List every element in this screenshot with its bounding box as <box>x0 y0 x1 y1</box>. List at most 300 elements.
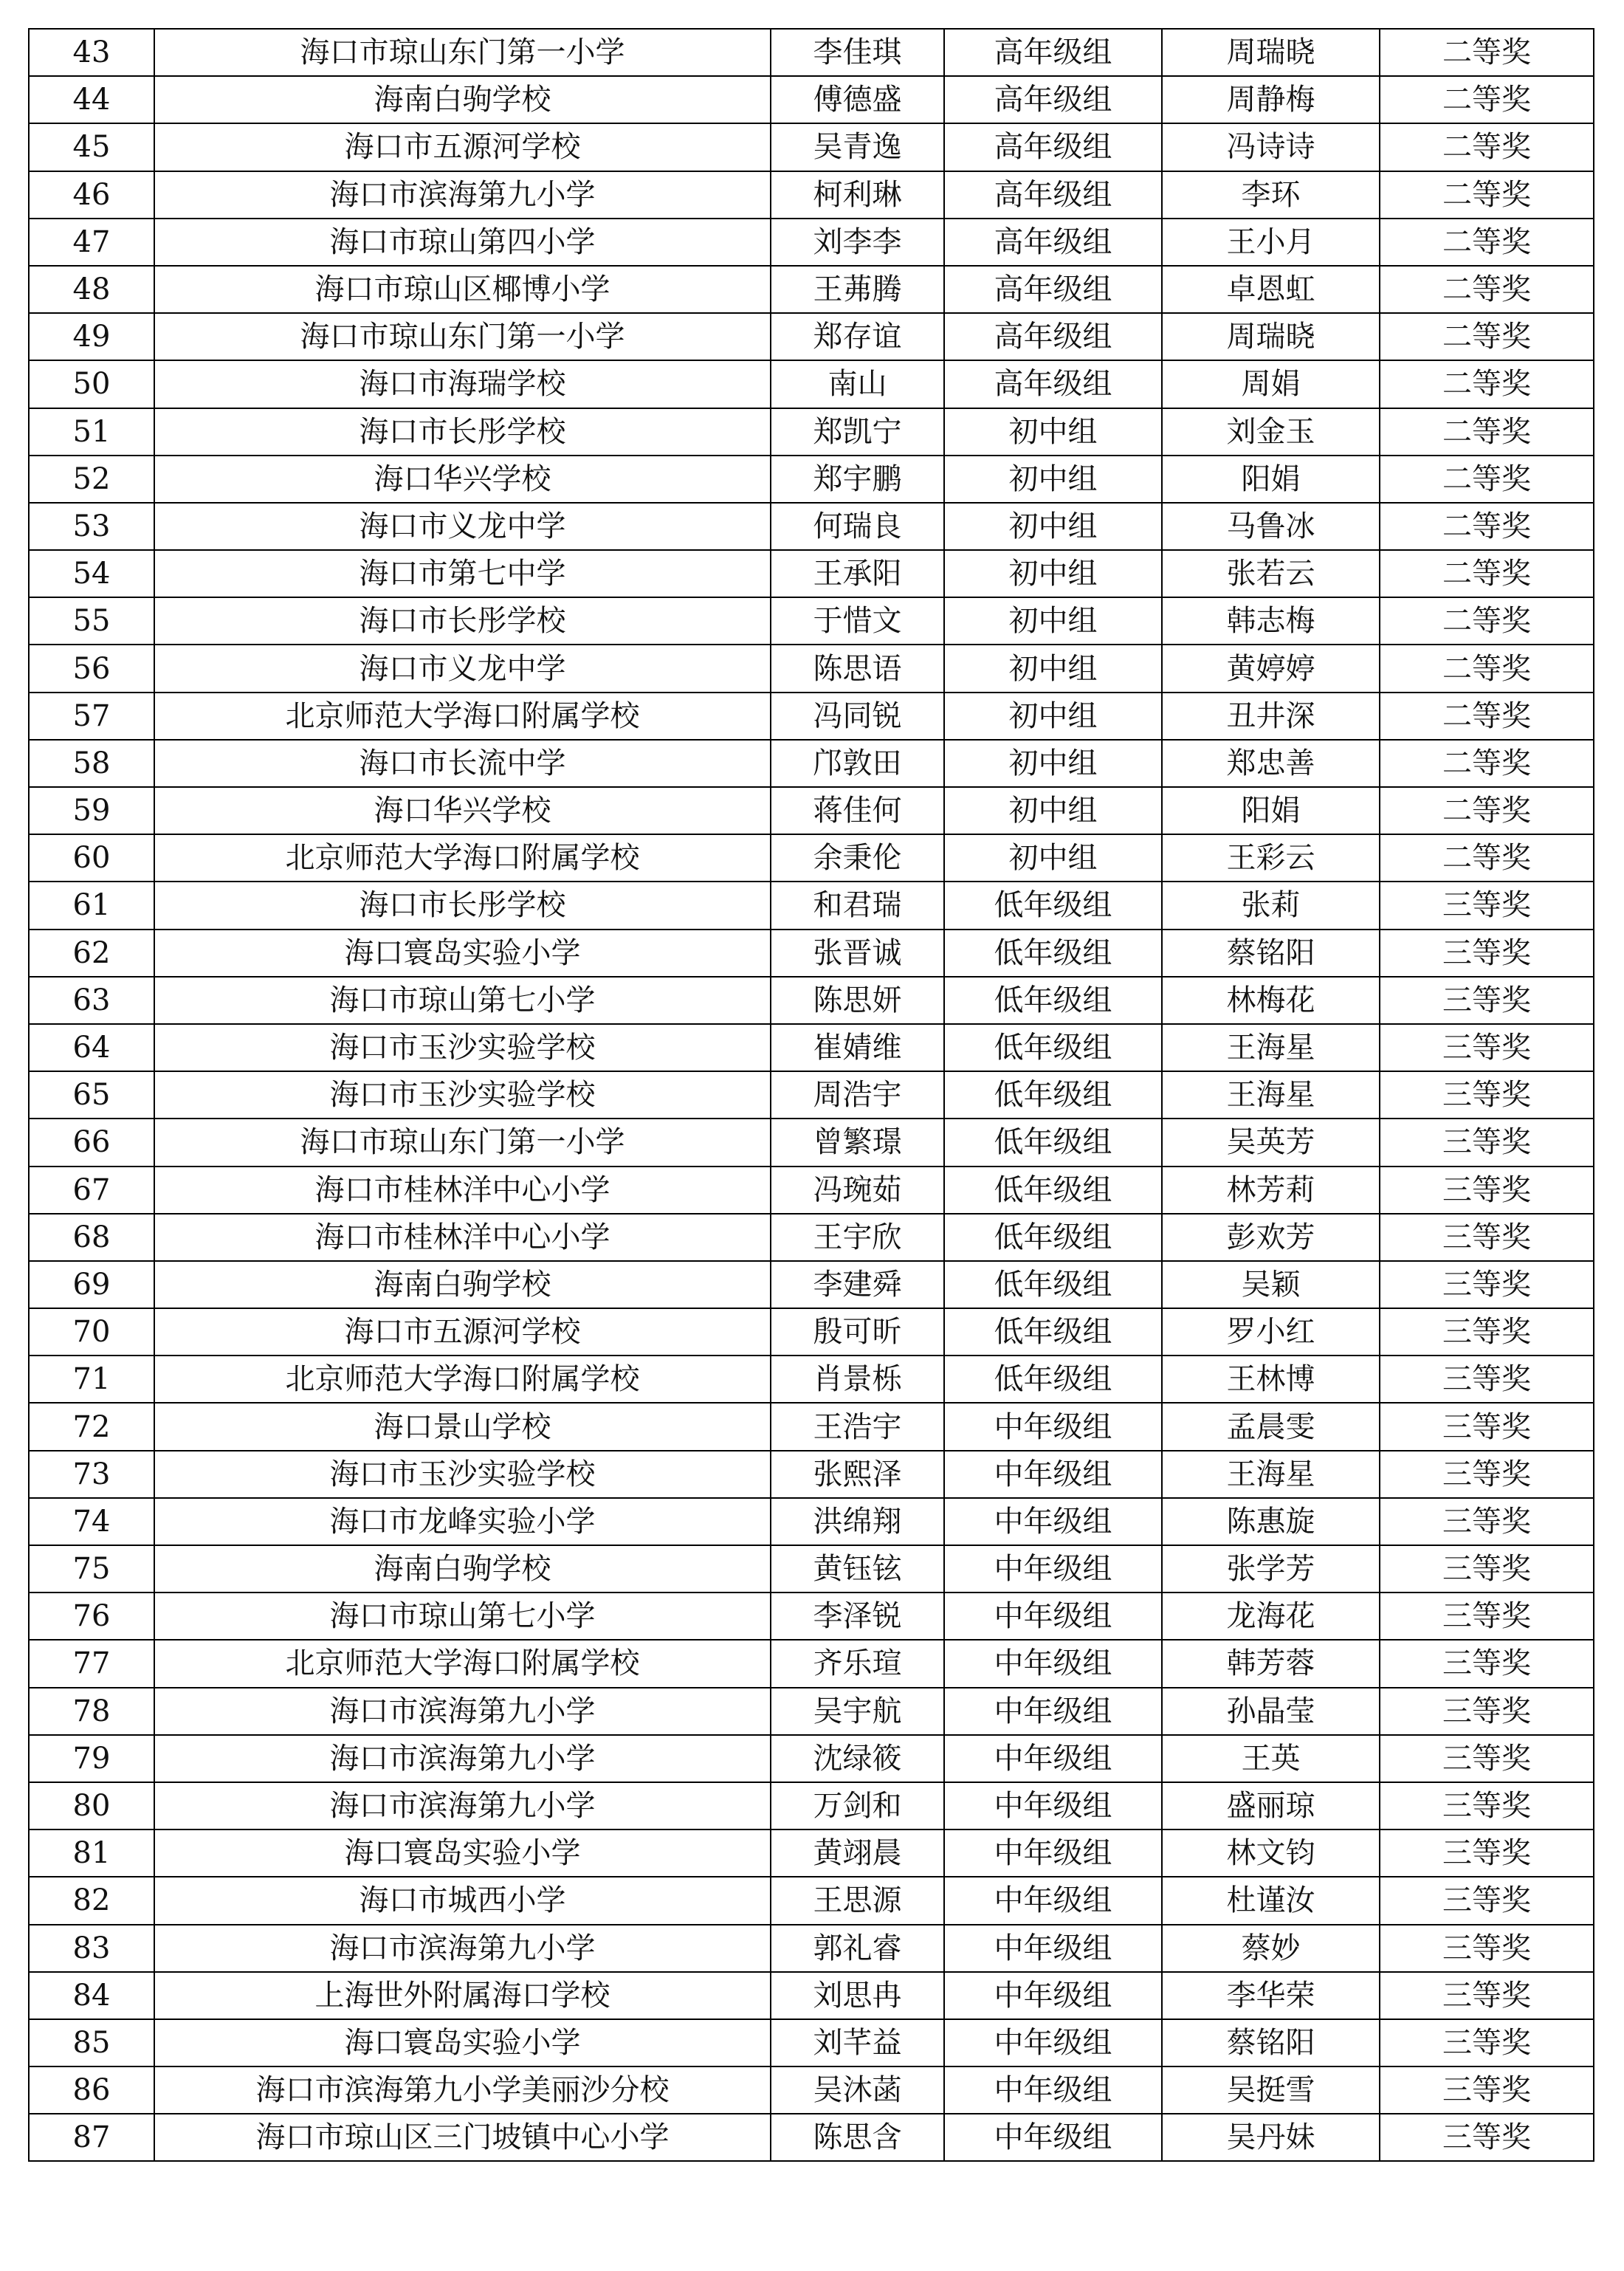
student-name-cell: 张晋诚 <box>771 930 944 977</box>
teacher-cell: 卓恩虹 <box>1162 266 1380 313</box>
school-cell: 海口市长流中学 <box>154 740 771 787</box>
table-row <box>29 787 1594 834</box>
student-name-cell: 洪绵翔 <box>771 1498 944 1545</box>
student-name-cell: 郑存谊 <box>771 313 944 360</box>
award-cell: 二等奖 <box>1380 313 1594 360</box>
serial-number-cell: 63 <box>29 977 154 1024</box>
student-name-cell: 万剑和 <box>771 1782 944 1829</box>
group-cell: 低年级组 <box>944 977 1162 1024</box>
table-row <box>29 1214 1594 1261</box>
school-cell: 海口市琼山第四小学 <box>154 219 771 266</box>
table-row <box>29 1167 1594 1214</box>
group-cell: 初中组 <box>944 740 1162 787</box>
award-cell: 二等奖 <box>1380 693 1594 740</box>
school-cell: 海口市琼山东门第一小学 <box>154 1119 771 1166</box>
student-name-cell: 于惜文 <box>771 597 944 645</box>
table-row <box>29 1498 1594 1545</box>
school-cell: 海口市琼山第七小学 <box>154 977 771 1024</box>
school-cell: 海口寰岛实验小学 <box>154 2019 771 2066</box>
serial-number-cell: 68 <box>29 1214 154 1261</box>
serial-number-cell: 61 <box>29 882 154 929</box>
award-cell: 三等奖 <box>1380 1024 1594 1071</box>
group-cell: 初中组 <box>944 597 1162 645</box>
table-row <box>29 1640 1594 1687</box>
table-row <box>29 313 1594 360</box>
award-cell: 三等奖 <box>1380 2066 1594 2114</box>
teacher-cell: 李华荣 <box>1162 1972 1380 2019</box>
school-cell: 海口市玉沙实验学校 <box>154 1024 771 1071</box>
teacher-cell: 王海星 <box>1162 1451 1380 1498</box>
serial-number-cell: 77 <box>29 1640 154 1687</box>
school-cell: 北京师范大学海口附属学校 <box>154 1640 771 1687</box>
group-cell: 低年级组 <box>944 1214 1162 1261</box>
student-name-cell: 周浩宇 <box>771 1071 944 1119</box>
table-row <box>29 882 1594 929</box>
student-name-cell: 李建舜 <box>771 1261 944 1308</box>
award-cell: 三等奖 <box>1380 1119 1594 1166</box>
student-name-cell: 黄钰铉 <box>771 1545 944 1593</box>
award-cell: 二等奖 <box>1380 456 1594 503</box>
student-name-cell: 何瑞良 <box>771 503 944 550</box>
school-cell: 海口市滨海第九小学 <box>154 1782 771 1829</box>
table-row <box>29 977 1594 1024</box>
student-name-cell: 郑凯宁 <box>771 408 944 456</box>
group-cell: 中年级组 <box>944 1735 1162 1782</box>
serial-number-cell: 60 <box>29 834 154 882</box>
school-cell: 海口市滨海第九小学 <box>154 1688 771 1735</box>
award-cell: 三等奖 <box>1380 1403 1594 1450</box>
school-cell: 海口市长彤学校 <box>154 408 771 456</box>
school-cell: 海口市五源河学校 <box>154 123 771 171</box>
student-name-cell: 王思源 <box>771 1877 944 1924</box>
student-name-cell: 刘李李 <box>771 219 944 266</box>
school-cell: 海南白驹学校 <box>154 1261 771 1308</box>
teacher-cell: 周静梅 <box>1162 76 1380 123</box>
table-row <box>29 219 1594 266</box>
awards-table-body <box>29 29 1594 2161</box>
group-cell: 中年级组 <box>944 1782 1162 1829</box>
teacher-cell: 吴英芳 <box>1162 1119 1380 1166</box>
table-row <box>29 29 1594 76</box>
table-row <box>29 1593 1594 1640</box>
student-name-cell: 和君瑞 <box>771 882 944 929</box>
award-cell: 三等奖 <box>1380 1071 1594 1119</box>
teacher-cell: 王林博 <box>1162 1356 1380 1403</box>
teacher-cell: 盛丽琼 <box>1162 1782 1380 1829</box>
award-cell: 三等奖 <box>1380 1972 1594 2019</box>
student-name-cell: 蒋佳何 <box>771 787 944 834</box>
award-cell: 三等奖 <box>1380 2019 1594 2066</box>
teacher-cell: 龙海花 <box>1162 1593 1380 1640</box>
school-cell: 海口华兴学校 <box>154 787 771 834</box>
school-cell: 海口市滨海第九小学 <box>154 1925 771 1972</box>
group-cell: 中年级组 <box>944 1972 1162 2019</box>
serial-number-cell: 78 <box>29 1688 154 1735</box>
group-cell: 低年级组 <box>944 1071 1162 1119</box>
school-cell: 海口市义龙中学 <box>154 503 771 550</box>
group-cell: 初中组 <box>944 456 1162 503</box>
group-cell: 中年级组 <box>944 2019 1162 2066</box>
student-name-cell: 肖景栎 <box>771 1356 944 1403</box>
award-cell: 二等奖 <box>1380 219 1594 266</box>
group-cell: 中年级组 <box>944 1498 1162 1545</box>
award-cell: 三等奖 <box>1380 1925 1594 1972</box>
group-cell: 低年级组 <box>944 1261 1162 1308</box>
school-cell: 海口市玉沙实验学校 <box>154 1071 771 1119</box>
student-name-cell: 李佳琪 <box>771 29 944 76</box>
student-name-cell: 王承阳 <box>771 550 944 597</box>
serial-number-cell: 62 <box>29 930 154 977</box>
table-row <box>29 1972 1594 2019</box>
table-row <box>29 123 1594 171</box>
school-cell: 海口市第七中学 <box>154 550 771 597</box>
award-cell: 三等奖 <box>1380 1735 1594 1782</box>
group-cell: 中年级组 <box>944 2114 1162 2161</box>
table-row <box>29 1119 1594 1166</box>
serial-number-cell: 64 <box>29 1024 154 1071</box>
award-cell: 三等奖 <box>1380 1167 1594 1214</box>
serial-number-cell: 85 <box>29 2019 154 2066</box>
award-cell: 三等奖 <box>1380 1593 1594 1640</box>
group-cell: 中年级组 <box>944 1877 1162 1924</box>
group-cell: 低年级组 <box>944 1167 1162 1214</box>
group-cell: 高年级组 <box>944 266 1162 313</box>
serial-number-cell: 50 <box>29 360 154 408</box>
student-name-cell: 陈思含 <box>771 2114 944 2161</box>
serial-number-cell: 49 <box>29 313 154 360</box>
student-name-cell: 余秉伦 <box>771 834 944 882</box>
serial-number-cell: 74 <box>29 1498 154 1545</box>
group-cell: 初中组 <box>944 693 1162 740</box>
teacher-cell: 吴丹妹 <box>1162 2114 1380 2161</box>
group-cell: 中年级组 <box>944 1403 1162 1450</box>
group-cell: 低年级组 <box>944 1308 1162 1356</box>
teacher-cell: 王彩云 <box>1162 834 1380 882</box>
table-row <box>29 1308 1594 1356</box>
group-cell: 初中组 <box>944 787 1162 834</box>
school-cell: 海口市城西小学 <box>154 1877 771 1924</box>
student-name-cell: 沈绿筱 <box>771 1735 944 1782</box>
group-cell: 中年级组 <box>944 1593 1162 1640</box>
teacher-cell: 阳娟 <box>1162 456 1380 503</box>
table-row <box>29 456 1594 503</box>
teacher-cell: 吴挺雪 <box>1162 2066 1380 2114</box>
serial-number-cell: 47 <box>29 219 154 266</box>
teacher-cell: 黄婷婷 <box>1162 645 1380 692</box>
school-cell: 北京师范大学海口附属学校 <box>154 834 771 882</box>
group-cell: 中年级组 <box>944 1451 1162 1498</box>
award-cell: 二等奖 <box>1380 266 1594 313</box>
serial-number-cell: 59 <box>29 787 154 834</box>
school-cell: 海口市桂林洋中心小学 <box>154 1167 771 1214</box>
serial-number-cell: 48 <box>29 266 154 313</box>
teacher-cell: 刘金玉 <box>1162 408 1380 456</box>
serial-number-cell: 45 <box>29 123 154 171</box>
student-name-cell: 吴青逸 <box>771 123 944 171</box>
table-row <box>29 1829 1594 1877</box>
table-row <box>29 834 1594 882</box>
school-cell: 海南白驹学校 <box>154 76 771 123</box>
serial-number-cell: 67 <box>29 1167 154 1214</box>
table-row <box>29 2066 1594 2114</box>
teacher-cell: 张莉 <box>1162 882 1380 929</box>
table-row <box>29 1925 1594 1972</box>
serial-number-cell: 57 <box>29 693 154 740</box>
serial-number-cell: 69 <box>29 1261 154 1308</box>
teacher-cell: 杜谨汝 <box>1162 1877 1380 1924</box>
teacher-cell: 蔡铭阳 <box>1162 930 1380 977</box>
school-cell: 海口市龙峰实验小学 <box>154 1498 771 1545</box>
group-cell: 高年级组 <box>944 171 1162 219</box>
serial-number-cell: 51 <box>29 408 154 456</box>
table-row <box>29 1071 1594 1119</box>
serial-number-cell: 79 <box>29 1735 154 1782</box>
serial-number-cell: 52 <box>29 456 154 503</box>
serial-number-cell: 83 <box>29 1925 154 1972</box>
group-cell: 高年级组 <box>944 123 1162 171</box>
teacher-cell: 韩芳蓉 <box>1162 1640 1380 1687</box>
award-cell: 二等奖 <box>1380 171 1594 219</box>
group-cell: 初中组 <box>944 550 1162 597</box>
award-cell: 三等奖 <box>1380 1498 1594 1545</box>
table-row <box>29 1735 1594 1782</box>
student-name-cell: 崔婧维 <box>771 1024 944 1071</box>
group-cell: 低年级组 <box>944 1024 1162 1071</box>
teacher-cell: 王海星 <box>1162 1071 1380 1119</box>
serial-number-cell: 65 <box>29 1071 154 1119</box>
award-cell: 三等奖 <box>1380 882 1594 929</box>
award-cell: 二等奖 <box>1380 834 1594 882</box>
student-name-cell: 殷可昕 <box>771 1308 944 1356</box>
serial-number-cell: 43 <box>29 29 154 76</box>
group-cell: 低年级组 <box>944 1119 1162 1166</box>
teacher-cell: 王海星 <box>1162 1024 1380 1071</box>
table-row <box>29 1403 1594 1450</box>
serial-number-cell: 46 <box>29 171 154 219</box>
teacher-cell: 陈惠旋 <box>1162 1498 1380 1545</box>
student-name-cell: 冯琬茹 <box>771 1167 944 1214</box>
serial-number-cell: 58 <box>29 740 154 787</box>
teacher-cell: 阳娟 <box>1162 787 1380 834</box>
student-name-cell: 张熙泽 <box>771 1451 944 1498</box>
award-cell: 二等奖 <box>1380 76 1594 123</box>
teacher-cell: 孟晨雯 <box>1162 1403 1380 1450</box>
student-name-cell: 吴宇航 <box>771 1688 944 1735</box>
teacher-cell: 蔡铭阳 <box>1162 2019 1380 2066</box>
award-cell: 二等奖 <box>1380 597 1594 645</box>
serial-number-cell: 72 <box>29 1403 154 1450</box>
group-cell: 低年级组 <box>944 930 1162 977</box>
serial-number-cell: 56 <box>29 645 154 692</box>
award-cell: 三等奖 <box>1380 1782 1594 1829</box>
school-cell: 海口市琼山东门第一小学 <box>154 313 771 360</box>
school-cell: 海南白驹学校 <box>154 1545 771 1593</box>
table-row <box>29 1877 1594 1924</box>
award-cell: 二等奖 <box>1380 740 1594 787</box>
serial-number-cell: 80 <box>29 1782 154 1829</box>
serial-number-cell: 76 <box>29 1593 154 1640</box>
student-name-cell: 柯利琳 <box>771 171 944 219</box>
school-cell: 海口市五源河学校 <box>154 1308 771 1356</box>
group-cell: 中年级组 <box>944 1688 1162 1735</box>
award-cell: 三等奖 <box>1380 1545 1594 1593</box>
group-cell: 高年级组 <box>944 219 1162 266</box>
group-cell: 中年级组 <box>944 1640 1162 1687</box>
group-cell: 初中组 <box>944 834 1162 882</box>
group-cell: 初中组 <box>944 503 1162 550</box>
school-cell: 海口寰岛实验小学 <box>154 1829 771 1877</box>
table-row <box>29 740 1594 787</box>
teacher-cell: 张若云 <box>1162 550 1380 597</box>
table-row <box>29 171 1594 219</box>
student-name-cell: 冯同锐 <box>771 693 944 740</box>
award-cell: 二等奖 <box>1380 787 1594 834</box>
award-cell: 二等奖 <box>1380 645 1594 692</box>
award-cell: 二等奖 <box>1380 360 1594 408</box>
serial-number-cell: 70 <box>29 1308 154 1356</box>
table-row <box>29 597 1594 645</box>
group-cell: 低年级组 <box>944 1356 1162 1403</box>
table-row <box>29 930 1594 977</box>
school-cell: 北京师范大学海口附属学校 <box>154 693 771 740</box>
teacher-cell: 李环 <box>1162 171 1380 219</box>
award-cell: 二等奖 <box>1380 503 1594 550</box>
group-cell: 中年级组 <box>944 1545 1162 1593</box>
group-cell: 高年级组 <box>944 313 1162 360</box>
serial-number-cell: 75 <box>29 1545 154 1593</box>
serial-number-cell: 55 <box>29 597 154 645</box>
table-row <box>29 693 1594 740</box>
school-cell: 海口市琼山区三门坡镇中心小学 <box>154 2114 771 2161</box>
table-row <box>29 1261 1594 1308</box>
teacher-cell: 罗小红 <box>1162 1308 1380 1356</box>
group-cell: 中年级组 <box>944 2066 1162 2114</box>
group-cell: 高年级组 <box>944 29 1162 76</box>
table-row <box>29 503 1594 550</box>
teacher-cell: 冯诗诗 <box>1162 123 1380 171</box>
serial-number-cell: 81 <box>29 1829 154 1877</box>
school-cell: 海口市琼山第七小学 <box>154 1593 771 1640</box>
group-cell: 中年级组 <box>944 1829 1162 1877</box>
student-name-cell: 吴沐菡 <box>771 2066 944 2114</box>
school-cell: 海口市滨海第九小学 <box>154 171 771 219</box>
student-name-cell: 黄翊晨 <box>771 1829 944 1877</box>
student-name-cell: 曾繁璟 <box>771 1119 944 1166</box>
award-cell: 二等奖 <box>1380 550 1594 597</box>
group-cell: 低年级组 <box>944 882 1162 929</box>
school-cell: 海口市长彤学校 <box>154 597 771 645</box>
table-row <box>29 360 1594 408</box>
teacher-cell: 周瑞晓 <box>1162 313 1380 360</box>
table-row <box>29 1356 1594 1403</box>
school-cell: 海口市滨海第九小学 <box>154 1735 771 1782</box>
student-name-cell: 陈思语 <box>771 645 944 692</box>
document-page <box>28 28 1593 2162</box>
table-row <box>29 266 1594 313</box>
award-cell: 三等奖 <box>1380 1356 1594 1403</box>
group-cell: 初中组 <box>944 645 1162 692</box>
serial-number-cell: 54 <box>29 550 154 597</box>
teacher-cell: 彭欢芳 <box>1162 1214 1380 1261</box>
award-cell: 二等奖 <box>1380 408 1594 456</box>
award-cell: 三等奖 <box>1380 1829 1594 1877</box>
award-cell: 三等奖 <box>1380 977 1594 1024</box>
awards-table <box>28 28 1594 2162</box>
school-cell: 海口寰岛实验小学 <box>154 930 771 977</box>
student-name-cell: 陈思妍 <box>771 977 944 1024</box>
teacher-cell: 马鲁冰 <box>1162 503 1380 550</box>
serial-number-cell: 66 <box>29 1119 154 1166</box>
teacher-cell: 周娟 <box>1162 360 1380 408</box>
serial-number-cell: 73 <box>29 1451 154 1498</box>
teacher-cell: 韩志梅 <box>1162 597 1380 645</box>
serial-number-cell: 44 <box>29 76 154 123</box>
student-name-cell: 傅德盛 <box>771 76 944 123</box>
award-cell: 三等奖 <box>1380 1640 1594 1687</box>
award-cell: 三等奖 <box>1380 1261 1594 1308</box>
award-cell: 二等奖 <box>1380 123 1594 171</box>
teacher-cell: 吴颖 <box>1162 1261 1380 1308</box>
table-row <box>29 76 1594 123</box>
teacher-cell: 孙晶莹 <box>1162 1688 1380 1735</box>
student-name-cell: 王浩宇 <box>771 1403 944 1450</box>
student-name-cell: 刘思冉 <box>771 1972 944 2019</box>
school-cell: 北京师范大学海口附属学校 <box>154 1356 771 1403</box>
school-cell: 海口市滨海第九小学美丽沙分校 <box>154 2066 771 2114</box>
school-cell: 海口市琼山东门第一小学 <box>154 29 771 76</box>
teacher-cell: 丑井深 <box>1162 693 1380 740</box>
table-row <box>29 1782 1594 1829</box>
award-cell: 三等奖 <box>1380 2114 1594 2161</box>
group-cell: 中年级组 <box>944 1925 1162 1972</box>
table-row <box>29 2114 1594 2161</box>
serial-number-cell: 82 <box>29 1877 154 1924</box>
school-cell: 上海世外附属海口学校 <box>154 1972 771 2019</box>
student-name-cell: 郭礼睿 <box>771 1925 944 1972</box>
teacher-cell: 林芳莉 <box>1162 1167 1380 1214</box>
table-row <box>29 2019 1594 2066</box>
group-cell: 高年级组 <box>944 360 1162 408</box>
group-cell: 初中组 <box>944 408 1162 456</box>
student-name-cell: 南山 <box>771 360 944 408</box>
teacher-cell: 林梅花 <box>1162 977 1380 1024</box>
table-row <box>29 1451 1594 1498</box>
teacher-cell: 郑忠善 <box>1162 740 1380 787</box>
school-cell: 海口市长彤学校 <box>154 882 771 929</box>
table-row <box>29 1024 1594 1071</box>
student-name-cell: 郑宇鹏 <box>771 456 944 503</box>
school-cell: 海口市桂林洋中心小学 <box>154 1214 771 1261</box>
teacher-cell: 王小月 <box>1162 219 1380 266</box>
school-cell: 海口市玉沙实验学校 <box>154 1451 771 1498</box>
teacher-cell: 张学芳 <box>1162 1545 1380 1593</box>
award-cell: 二等奖 <box>1380 29 1594 76</box>
school-cell: 海口市海瑞学校 <box>154 360 771 408</box>
serial-number-cell: 84 <box>29 1972 154 2019</box>
table-row <box>29 1545 1594 1593</box>
award-cell: 三等奖 <box>1380 1214 1594 1261</box>
award-cell: 三等奖 <box>1380 1451 1594 1498</box>
table-row <box>29 550 1594 597</box>
school-cell: 海口市琼山区椰博小学 <box>154 266 771 313</box>
teacher-cell: 王英 <box>1162 1735 1380 1782</box>
school-cell: 海口华兴学校 <box>154 456 771 503</box>
award-cell: 三等奖 <box>1380 1877 1594 1924</box>
table-row <box>29 645 1594 692</box>
table-row <box>29 1688 1594 1735</box>
serial-number-cell: 71 <box>29 1356 154 1403</box>
student-name-cell: 邝敦田 <box>771 740 944 787</box>
